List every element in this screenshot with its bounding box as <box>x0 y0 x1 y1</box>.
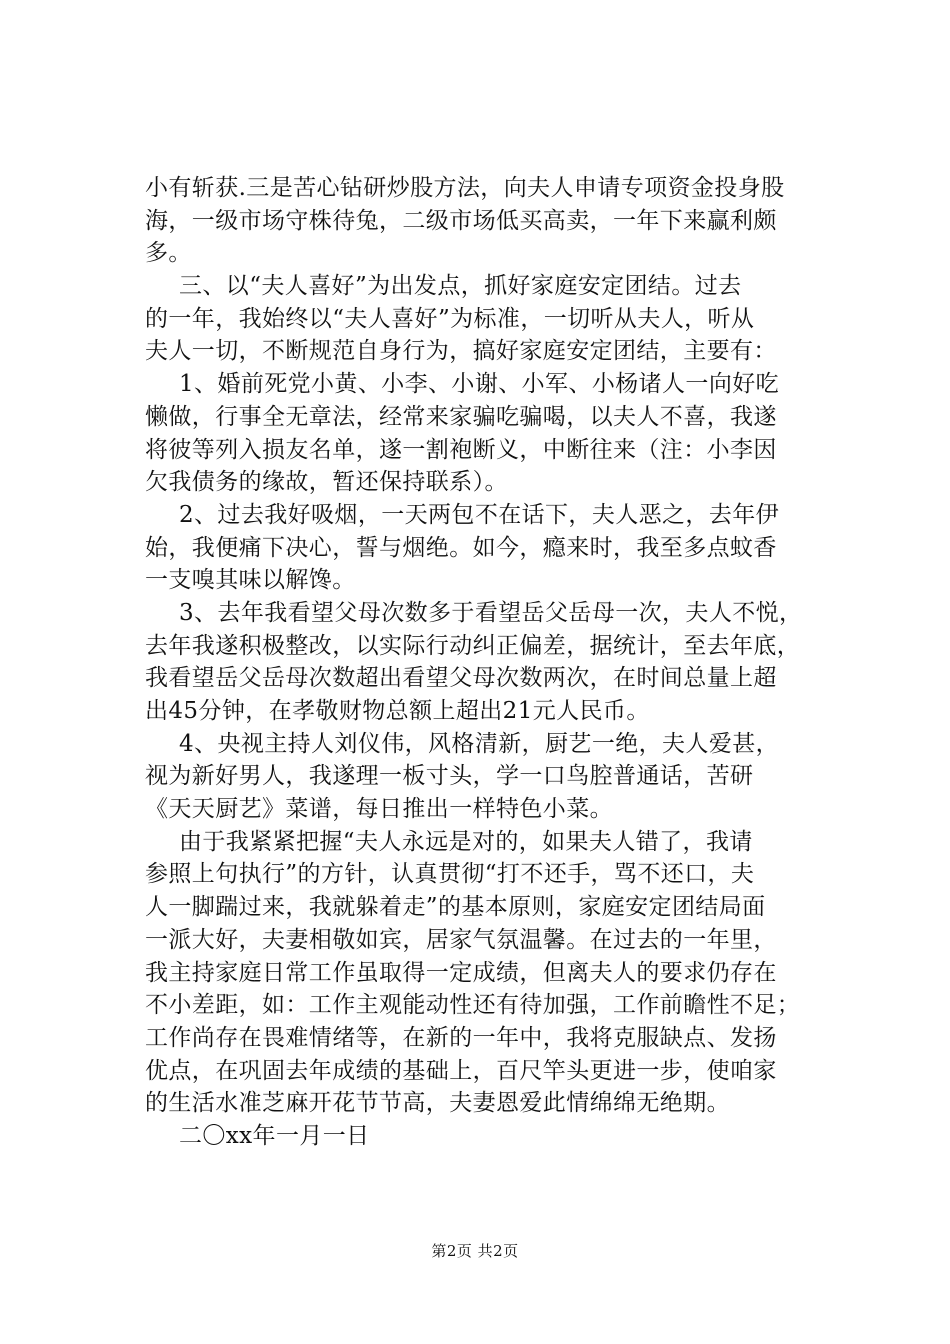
text-line: 始，我便痛下决心，誓与烟绝。如今，瘾来时，我至多点蚊香 <box>145 534 777 561</box>
list-item-4-line: 4、央视主持人刘仪伟，风格清新，厨艺一绝，夫人爱甚， <box>179 730 780 757</box>
text-line: 的生活水准芝麻开花节节高，夫妻恩爱此情绵绵无绝期。 <box>145 1090 730 1117</box>
text-line: 的一年，我始终以“夫人喜好”为标准，一切听从夫人，听从 <box>145 305 755 332</box>
text-line: 我主持家庭日常工作虽取得一定成绩，但离夫人的要求仍存在 <box>145 959 777 986</box>
text-line: 一支嗅其味以解馋。 <box>145 567 356 594</box>
text-line: 优点，在巩固去年成绩的基础上，百尺竿头更进一步，使咱家 <box>145 1057 777 1084</box>
paragraph-start-line: 由于我紧紧把握“夫人永远是对的，如果夫人错了，我请 <box>179 828 753 855</box>
text-line: 视为新好男人，我遂理一板寸头，学一口鸟腔普通话，苦研 <box>145 763 754 790</box>
paragraph-start-line: 三、以“夫人喜好”为出发点，抓好家庭安定团结。过去 <box>179 273 742 300</box>
text-line: 夫人一切，不断规范自身行为，搞好家庭安定团结，主要有： <box>145 338 777 365</box>
date-line: 二〇xx年一月一日 <box>179 1122 370 1149</box>
list-item-2-line: 2、过去我好吸烟，一天两包不在话下，夫人恶之，去年伊 <box>179 501 780 528</box>
text-line: 懒做，行事全无章法，经常来家骗吃骗喝，以夫人不喜，我遂 <box>145 403 777 430</box>
text-line: 不小差距，如：工作主观能动性还有待加强，工作前瞻性不足； <box>145 992 801 1019</box>
text-line: 出45分钟，在孝敬财物总额上超出21元人民币。 <box>145 698 650 724</box>
text-line: 欠我债务的缘故，暂还保持联系）。 <box>145 469 508 496</box>
page-footer: 第2页 共2页 <box>431 1242 519 1260</box>
text-line: 小有斩获.三是苦心钻研炒股方法，向夫人申请专项资金投身股 <box>145 175 785 201</box>
text-line: 我看望岳父岳母次数超出看望父母次数两次，在时间总量上超 <box>145 665 777 692</box>
text-line: 《天天厨艺》菜谱，每日推出一样特色小菜。 <box>145 796 613 823</box>
list-item-3-line: 3、去年我看望父母次数多于看望岳父岳母一次，夫人不悦， <box>179 599 803 626</box>
text-line: 工作尚存在畏难情绪等，在新的一年中，我将克服缺点、发扬 <box>145 1024 777 1051</box>
text-line: 多。 <box>145 240 192 267</box>
document-body <box>145 172 815 1153</box>
text-line: 海，一级市场守株待兔，二级市场低买高卖，一年下来赢利颇 <box>145 207 777 234</box>
list-item-1-line: 1、婚前死党小黄、小李、小谢、小军、小杨诸人一向好吃 <box>179 371 780 398</box>
text-line: 将彼等列入损友名单，遂一割袍断义，中断往来（注：小李因 <box>145 436 777 463</box>
text-line: 参照上句执行”的方针，认真贯彻“打不还手，骂不还口，夫 <box>145 861 755 888</box>
text-line: 去年我遂积极整改，以实际行动纠正偏差，据统计，至去年底， <box>145 632 801 659</box>
text-line: 人一脚踹过来，我就躲着走”的基本原则，家庭安定团结局面 <box>145 894 766 921</box>
text-line: 一派大好，夫妻相敬如宾，居家气氛温馨。在过去的一年里， <box>145 926 777 953</box>
